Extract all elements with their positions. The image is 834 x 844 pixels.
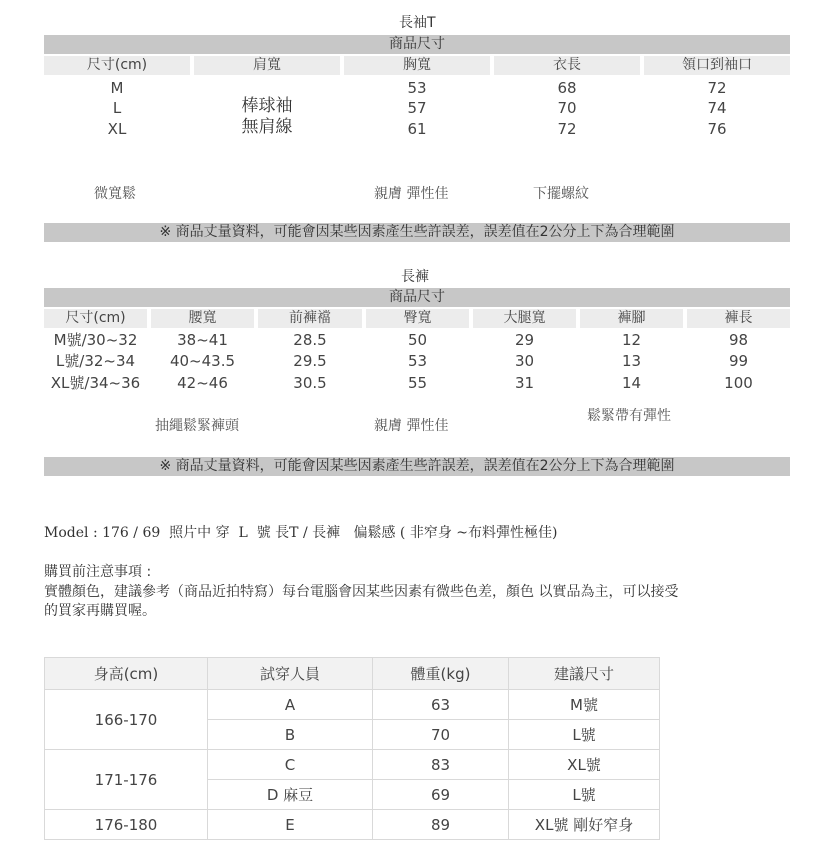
pants-cell: 38~41 [177,331,228,349]
tshirt-cell-chest: 57 [407,99,427,117]
pants-header-size: 尺寸(cm) [44,309,147,328]
fit-cell-tester: B [208,720,373,750]
tshirt-header-sleeve: 領口到袖口 [644,56,790,75]
fit-header-size: 建議尺寸 [509,658,660,690]
pants-cell: 29 [514,331,535,349]
fit-table [44,657,660,840]
fit-cell-weight: 83 [373,750,509,780]
tshirt-header-chest: 胸寬 [344,56,490,75]
tshirt-header-row [44,56,790,75]
pants-cell: 98 [728,331,749,349]
pants-cell: 40~43.5 [169,352,236,370]
pants-header-thigh: 大腿寬 [473,309,576,328]
tshirt-size-bar [44,35,790,54]
measurement-notice: ※ 商品丈量資料，可能會因某些因素產生些許誤差，誤差值在2公分上下為合理範圍 [159,224,675,240]
measurement-notice: ※ 商品丈量資料，可能會因某些因素產生些許誤差，誤差值在2公分上下為合理範圍 [159,458,675,474]
pants-header-hem: 褲腳 [580,309,683,328]
tshirt-cell-length: 68 [557,79,577,97]
pants-size-bar-label: 商品尺寸 [389,289,445,305]
fit-cell-weight: 63 [373,690,509,720]
tshirt-feature-note: 微寬鬆 [94,186,136,202]
pants-header-waist: 腰寬 [151,309,254,328]
pants-cell: 14 [621,374,642,392]
pants-header-row [44,309,790,328]
pants-cell: 53 [407,352,428,370]
pants-cell: 12 [621,331,642,349]
pants-cell: 42~46 [177,374,228,392]
tshirt-cell-chest: 61 [407,120,427,138]
pants-cell: 99 [728,352,749,370]
pants-feature-note: 抽繩鬆緊褲頭 [155,418,239,434]
table-row [45,750,660,780]
tshirt-shoulder-note: 無肩線 [241,117,293,137]
model-info: Model : 176 / 69 照片中 穿 L 號 長T / 長褲 偏鬆感 ( 非窄身 ~布料彈性極佳) [44,525,558,541]
fit-cell-tester: A [208,690,373,720]
fit-header-height: 身高(cm) [45,658,208,690]
pants-feature-note: 鬆緊帶有彈性 [587,408,671,424]
fit-cell-height: 166-170 [45,690,208,750]
pants-cell: L號/32~34 [55,352,136,370]
fit-cell-tester: E [208,810,373,840]
table-row [45,810,660,840]
purchase-note-line: 實體顏色，建議參考（商品近拍特寫）每台電腦會因某些因素有微些色差，顏色 以實品為主，可以接受 [44,584,679,600]
pants-cell: 55 [407,374,428,392]
tshirt-size-bar-label: 商品尺寸 [389,36,445,52]
tshirt-cell-size: L [112,99,122,117]
pants-cell: M號/30~32 [53,331,138,349]
tshirt-cell-sleeve: 74 [707,99,727,117]
fit-header-tester: 試穿人員 [208,658,373,690]
pants-notice-bar [44,457,790,476]
table-row [45,690,660,720]
purchase-note-line: 的買家再購買喔。 [44,603,156,619]
pants-cell: XL號/34~36 [50,374,141,392]
pants-header-rise: 前褲襠 [258,309,362,328]
tshirt-cell-length: 70 [557,99,577,117]
fit-cell-weight: 89 [373,810,509,840]
fit-cell-tester: D 麻豆 [208,780,373,810]
pants-cell: 30.5 [293,374,327,392]
fit-cell-height: 176-180 [45,810,208,840]
pants-cell: 28.5 [293,331,327,349]
pants-header-length: 褲長 [687,309,790,328]
pants-cell: 30 [514,352,535,370]
pants-cell: 100 [724,374,753,392]
fit-cell-weight: 69 [373,780,509,810]
tshirt-notice-bar [44,223,790,242]
fit-cell-size: XL號 剛好窄身 [509,810,660,840]
tshirt-cell-length: 72 [557,120,577,138]
pants-cell: 50 [407,331,428,349]
fit-table-header [45,658,660,690]
pants-size-bar [44,288,790,307]
pants-cell: 31 [514,374,535,392]
tshirt-feature-note: 下擺螺紋 [533,186,589,202]
pants-cell: 13 [621,352,642,370]
fit-cell-size: XL號 [509,750,660,780]
pants-title: 長褲 [401,269,429,285]
tshirt-header-shoulder: 肩寬 [194,56,340,75]
tshirt-cell-chest: 53 [407,79,427,97]
tshirt-shoulder-note: 棒球袖 [241,96,293,116]
tshirt-cell-size: XL [107,120,127,138]
tshirt-cell-sleeve: 76 [707,120,727,138]
fit-cell-size: L號 [509,780,660,810]
tshirt-cell-size: M [110,79,124,97]
fit-cell-size: L號 [509,720,660,750]
pants-feature-note: 親膚 彈性佳 [374,418,449,434]
tshirt-feature-note: 親膚 彈性佳 [374,186,449,202]
tshirt-cell-sleeve: 72 [707,79,727,97]
tshirt-header-size: 尺寸(cm) [44,56,190,75]
fit-cell-size: M號 [509,690,660,720]
purchase-heading: 購買前注意事項 : [44,564,152,580]
pants-cell: 29.5 [293,352,327,370]
fit-cell-tester: C [208,750,373,780]
fit-cell-weight: 70 [373,720,509,750]
fit-header-weight: 體重(kg) [373,658,509,690]
tshirt-header-length: 衣長 [494,56,640,75]
fit-cell-height: 171-176 [45,750,208,810]
tshirt-title: 長袖T [399,15,436,31]
pants-header-hip: 臀寬 [366,309,469,328]
